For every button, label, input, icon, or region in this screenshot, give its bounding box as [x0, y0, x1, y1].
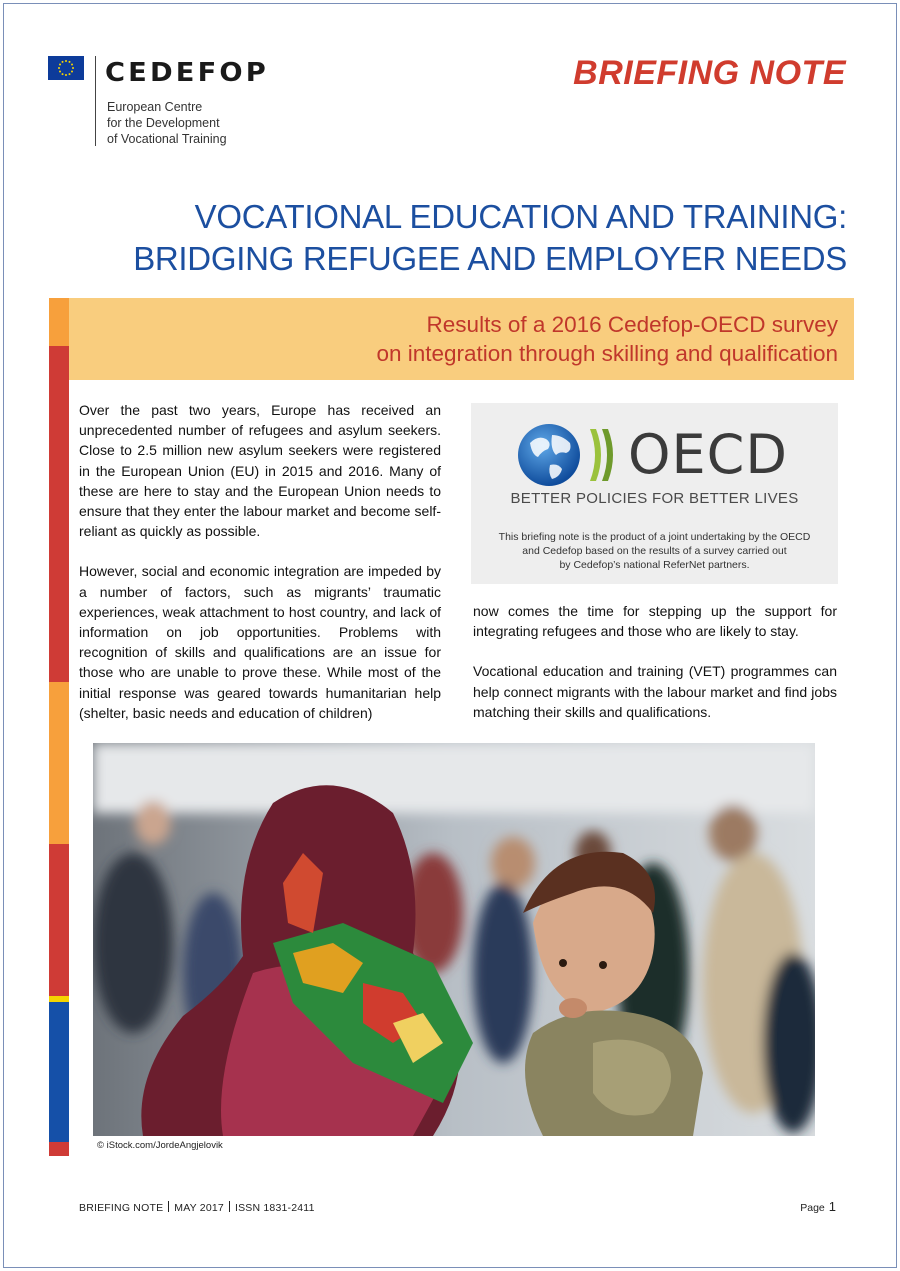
- body-paragraph: now comes the time for stepping up the support for integrating refugees and those who are likely to stay.: [473, 603, 837, 640]
- bar-segment-red: [49, 346, 69, 682]
- subtitle-line-1: Results of a 2016 Cedefop-OECD survey: [426, 312, 838, 337]
- bar-segment-blue: [49, 1002, 69, 1142]
- footer-page: [800, 1199, 836, 1214]
- oecd-tagline: BETTER POLICIES FOR BETTER LIVES: [510, 490, 799, 507]
- footer-separator: [229, 1201, 230, 1212]
- footer-page-label: Page: [800, 1202, 825, 1214]
- oecd-note-line: by Cedefop’s national ReferNet partners.: [559, 559, 750, 571]
- subtitle-line-2: on integration through skilling and qualification: [376, 341, 838, 366]
- subtitle-band: [69, 298, 854, 380]
- bar-segment-red: [49, 1142, 69, 1156]
- bar-segment-red: [49, 844, 69, 996]
- page-title: [127, 196, 847, 280]
- bar-segment-orange: [49, 298, 69, 346]
- title-line-1: VOCATIONAL EDUCATION AND TRAINING:: [194, 198, 847, 235]
- cedefop-logo: CEDEFOP: [105, 58, 269, 88]
- subtitle: [376, 310, 838, 368]
- logo-sub-line: for the Development: [107, 116, 220, 130]
- doc-type-heading: BRIEFING NOTE: [573, 54, 846, 92]
- logo-sub-line: of Vocational Training: [107, 132, 227, 146]
- footer-doc-label: BRIEFING NOTE: [79, 1202, 164, 1214]
- oecd-note-line: This briefing note is the product of a joint undertaking by the OECD: [498, 531, 811, 543]
- bar-segment-orange: [49, 682, 69, 844]
- oecd-info-box: [471, 403, 838, 584]
- photo-credit: © iStock.com/JordeAngjelovik: [97, 1140, 223, 1151]
- body-paragraph: However, social and economic integration are impeded by a number of factors, such as migrants’ traumatic experiences, weak attachment to host country, and lack of information on job opportunities. Problems with recognition of skills and qualifications are an issue for those who are unable to prove these. While most of the initial response was geared towards humanitarian help (shelter, basic needs and education of children): [79, 563, 441, 721]
- footer-date: MAY 2017: [174, 1202, 224, 1214]
- oecd-wordmark: OECD: [628, 423, 788, 486]
- right-column: [473, 601, 837, 742]
- eu-flag-icon: [48, 56, 84, 80]
- left-column: [79, 400, 441, 743]
- oecd-note-line: and Cedefop based on the results of a survey carried out: [522, 545, 787, 557]
- logo-subtitle: [107, 99, 267, 147]
- oecd-note: [481, 530, 828, 572]
- body-paragraph: Over the past two years, Europe has received an unprecedented number of refugees and asylum seekers. Close to 2.5 million new asylum seekers were registered in the European Union (EU) in 2015 and 2016. Many of these are here to stay and the European Union needs to ensure that they enter the labour market and become self-reliant as quickly as possible.: [79, 402, 441, 540]
- logo-divider: [95, 56, 96, 146]
- title-line-2: BRIDGING REFUGEE AND EMPLOYER NEEDS: [133, 240, 847, 277]
- footer-issn: ISSN 1831-2411: [234, 1202, 315, 1214]
- left-color-bar: [49, 298, 69, 1156]
- cover-photo: [93, 743, 815, 1136]
- footer-left: [79, 1201, 315, 1214]
- body-paragraph: Vocational education and training (VET) programmes can help connect migrants with the labour market and find jobs matching their skills and qualifications.: [473, 663, 837, 720]
- logo-sub-line: European Centre: [107, 100, 203, 114]
- footer-separator: [168, 1201, 169, 1212]
- footer-page-number: 1: [828, 1199, 836, 1214]
